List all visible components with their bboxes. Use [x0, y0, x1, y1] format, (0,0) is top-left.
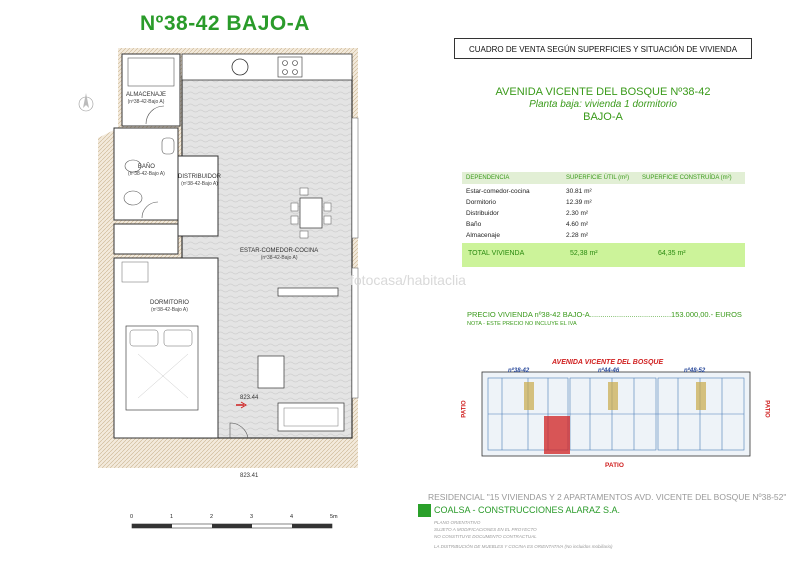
price-line: PRECIO VIVIENDA nº38-42 BAJO-A.......................................153.000,00.- EUROS — [467, 310, 742, 319]
total-row — [462, 243, 745, 267]
table-cell-name: Estar-comedor-cocina — [466, 188, 530, 195]
footer-note: NO CONSTITUYE DOCUMENTO CONTRACTUAL — [434, 534, 537, 539]
footer-note: LA DISTRIBUCIÓN DE MUEBLES Y COCINA ES ORIENTATIVA (No incluidos mobiliario) — [434, 544, 613, 549]
header-box: CUADRO DE VENTA SEGÚN SUPERFICIES Y SITUACIÓN DE VIVIENDA — [454, 38, 752, 59]
room-ref: (nº38-42-Bajo A) — [128, 171, 165, 177]
table-cell-name: Distribuidor — [466, 210, 499, 217]
key-patio-bottom: PATIO — [605, 462, 624, 469]
table-cell-name: Baño — [466, 221, 482, 228]
table-header-cell: SUPERFICIE ÚTIL (m²) — [566, 175, 630, 181]
scale-bar — [128, 514, 348, 539]
key-plan — [478, 360, 760, 477]
area-table — [462, 188, 745, 242]
company-logo-icon — [418, 504, 431, 517]
level-outer: 823.41 — [240, 473, 259, 479]
scale-label: 3 — [250, 514, 254, 520]
table-cell-area: 12.39 m² — [566, 199, 592, 206]
footer-note: SUJETO A MODIFICACIONES EN EL PROYECTO — [434, 527, 537, 532]
key-street: AVENIDA VICENTE DEL BOSQUE — [552, 359, 664, 366]
scale-bar-drawing — [128, 514, 348, 534]
room-label-bano — [128, 164, 165, 178]
key-block: nº44-46 — [598, 368, 620, 374]
room-ref: (nº38-42-Bajo A) — [151, 307, 188, 313]
table-cell-name: Dormitorio — [466, 199, 496, 206]
table-header — [462, 172, 745, 184]
residential-title: RESIDENCIAL "15 VIVIENDAS Y 2 APARTAMENTOS AVD. VICENTE DEL BOSQUE Nº38-52" — [428, 492, 787, 502]
room-label-almacenaje — [126, 92, 166, 106]
scale-label: 1 — [170, 514, 174, 520]
price-note: NOTA - ESTE PRECIO NO INCLUYE EL IVA — [467, 321, 577, 327]
room-label-distribuidor — [178, 174, 221, 188]
scale-label: 5m — [330, 514, 338, 520]
key-patio-left: PATIO — [461, 400, 468, 418]
company-name: COALSA - CONSTRUCCIONES ALARAZ S.A. — [434, 505, 621, 515]
room-name: DORMITORIO — [150, 300, 189, 306]
room-ref: (nº38-42-Bajo A) — [181, 181, 218, 187]
table-cell-name: Almacenaje — [466, 232, 500, 239]
room-name: DISTRIBUIDOR — [178, 174, 222, 180]
floor-plan — [78, 48, 368, 483]
key-plan-drawing — [478, 360, 760, 472]
room-ref: (nº38-42-Bajo A) — [127, 99, 165, 105]
total-label: TOTAL VIVIENDA — [468, 250, 525, 257]
table-header-cell: DEPENDENCIA — [466, 175, 510, 181]
room-label-estar — [240, 248, 318, 262]
room-name: ALMACENAJE — [126, 92, 167, 98]
level-inner: 823.44 — [240, 395, 259, 401]
watermark: fotocasa/habitaclia — [350, 272, 466, 288]
table-header-cell: SUPERFICIE CONSTRUÍDA (m²) — [642, 175, 732, 181]
table-cell-area: 2.30 m² — [566, 210, 589, 217]
room-name: BAÑO — [137, 164, 155, 170]
floor-plan-drawing — [78, 48, 368, 478]
room-name: ESTAR-COMEDOR-COCINA — [240, 248, 319, 254]
unit-label: BAJO-A — [583, 111, 623, 123]
room-ref: (nº38-42-Bajo A) — [260, 255, 298, 261]
room-label-dormitorio — [150, 300, 189, 314]
scale-label: 4 — [290, 514, 294, 520]
address: AVENIDA VICENTE DEL BOSQUE Nº38-42 — [495, 86, 711, 98]
key-block: nº48-52 — [684, 368, 706, 374]
total-construida: 64,35 m² — [658, 250, 686, 257]
table-cell-area: 30.81 m² — [566, 188, 592, 195]
scale-label: 2 — [210, 514, 214, 520]
scale-label: 0 — [130, 514, 134, 520]
page-title: Nº38-42 BAJO-A — [140, 12, 310, 35]
key-block: nº38-42 — [508, 368, 530, 374]
table-cell-area: 4.60 m² — [566, 221, 589, 228]
key-patio-right: PATIO — [763, 400, 770, 418]
table-cell-area: 2.28 m² — [566, 232, 589, 239]
total-util: 52,38 m² — [570, 250, 598, 257]
subtitle: Planta baja: vivienda 1 dormitorio — [529, 99, 677, 110]
footer-note: PLANO ORIENTATIVO — [434, 520, 481, 525]
